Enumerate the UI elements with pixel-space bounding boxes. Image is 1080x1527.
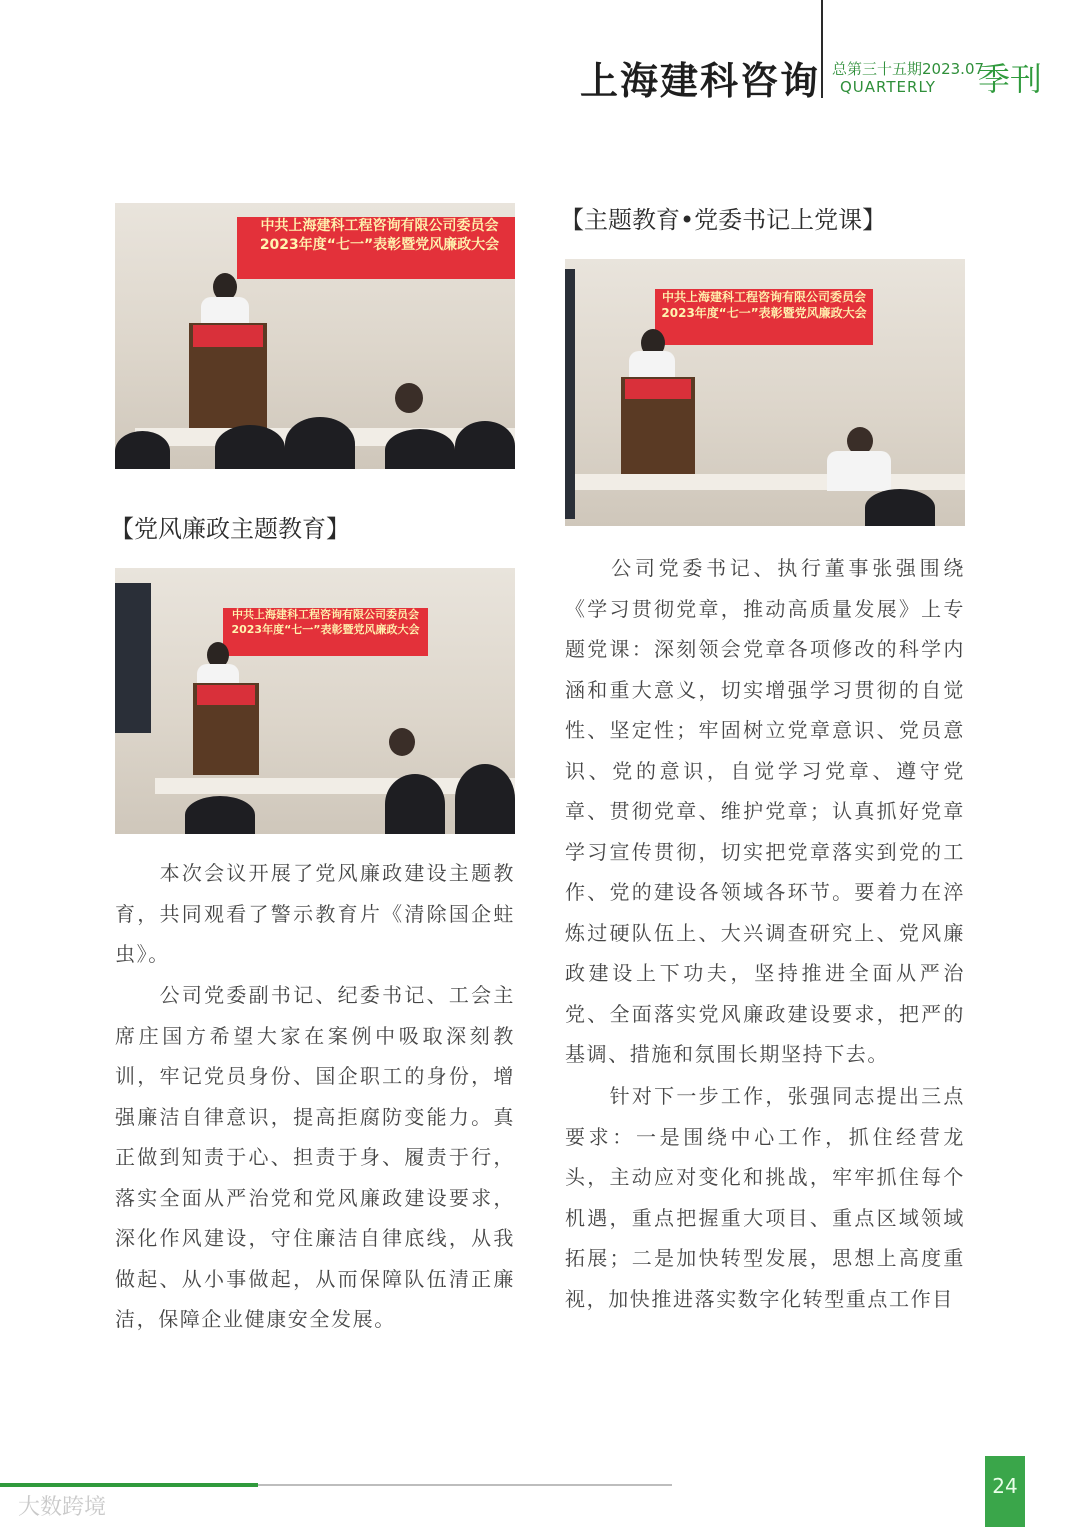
- season-label: 季刊: [978, 60, 1043, 98]
- page-number: 24: [985, 1456, 1025, 1527]
- footer-accent-line: [0, 1483, 258, 1487]
- meeting-photo-2: [115, 568, 515, 834]
- issue-number: 总第三十五期2023.07: [832, 60, 985, 78]
- right-paragraph-2: 针对下一步工作，张强同志提出三点要求：一是围绕中心工作，抓住经营龙头，主动应对变化和挑战，牢牢抓住每个机遇，重点把握重大项目、重点区域领域拓展；二是加快转型发展，思想上高度重视，加快推进落实数字化转型重点工作目: [565, 1084, 965, 1311]
- footer-rule: [258, 1484, 672, 1486]
- magazine-title: 上海建科咨询: [580, 59, 821, 103]
- left-section-heading: 【党风廉政主题教育】: [110, 515, 350, 543]
- meeting-photo-3: [565, 259, 965, 526]
- masthead-divider: [821, 0, 823, 98]
- photo-banner: 中共上海建科工程咨询有限公司委员会 2023年度“七一”表彰暨党风廉政大会: [237, 217, 515, 279]
- photo-banner: 中共上海建科工程咨询有限公司委员会 2023年度“七一”表彰暨党风廉政大会: [655, 289, 873, 345]
- right-section-heading: 【主题教育•党委书记上党课】: [560, 206, 887, 234]
- right-paragraph-1: 公司党委书记、执行董事张强围绕《学习贯彻党章，推动高质量发展》上专题党课：深刻领会党章各项修改的科学内涵和重大意义，切实增强学习贯彻的自觉性、坚定性；牢固树立党章意识、党员意识、党的意识，自觉学习党章、遵守党章、贯彻党章、维护党章；认真抓好党章学习宣传贯彻，切实把党章落实到党的工作、党的建设各领域各环节。要着力在淬炼过硬队伍上、大兴调查研究上、党风廉政建设上下功夫，坚持推进全面从严治党、全面落实党风廉政建设要求，把严的基调、措施和氛围长期坚持下去。: [565, 556, 965, 1066]
- quarterly-label: QUARTERLY: [840, 78, 936, 96]
- photo-banner: 中共上海建科工程咨询有限公司委员会 2023年度“七一”表彰暨党风廉政大会: [223, 608, 428, 656]
- left-paragraph-1: 本次会议开展了党风廉政建设主题教育，共同观看了警示教育片《清除国企蛀虫》。: [115, 861, 515, 966]
- left-paragraph-2: 公司党委副书记、纪委书记、工会主席庄国方希望大家在案例中吸取深刻教训，牢记党员身份、国企职工的身份，增强廉洁自律意识，提高拒腐防变能力。真正做到知责于心、担责于身、履责于行，落实全面从严治党和党风廉政建设要求，深化作风建设，守住廉洁自律底线，从我做起、从小事做起，从而保障队伍清正廉洁，保障企业健康安全发展。: [115, 983, 515, 1331]
- watermark-text: 大数跨境: [18, 1495, 107, 1520]
- meeting-photo-1: [115, 203, 515, 469]
